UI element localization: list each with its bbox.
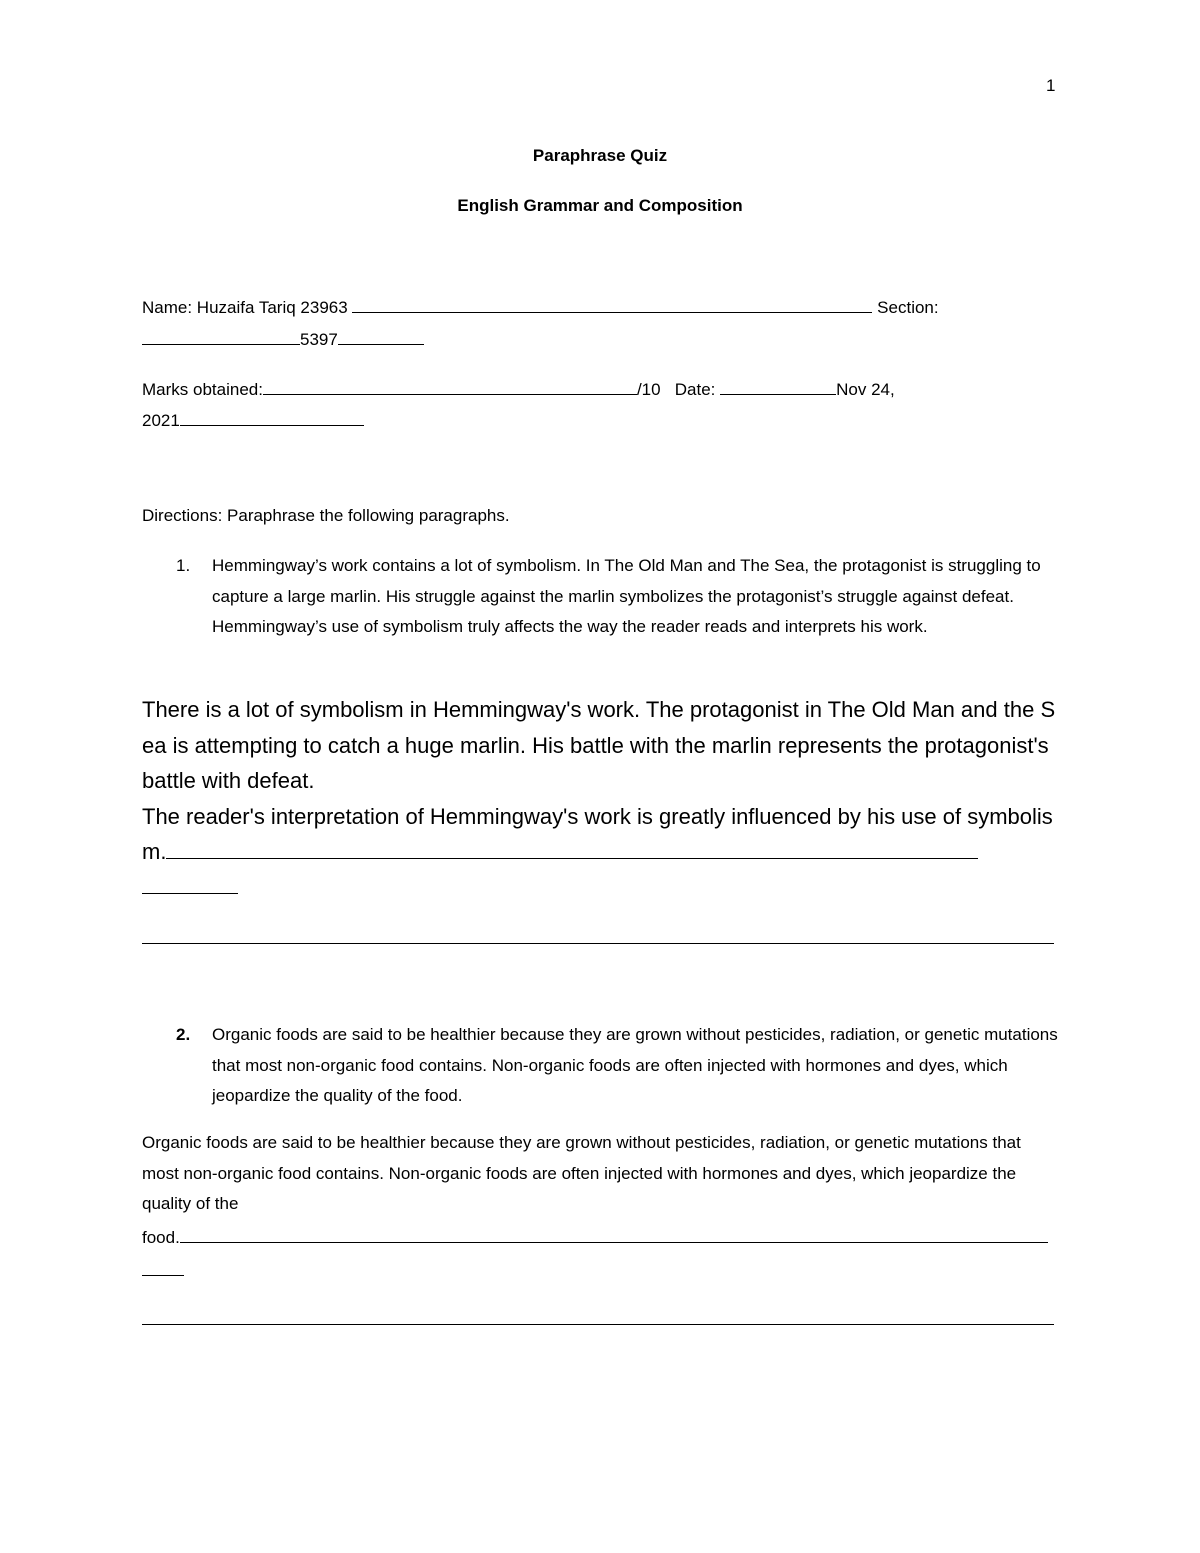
answer-1-blank-rule <box>142 943 1054 944</box>
quiz-title: Paraphrase Quiz <box>532 146 668 165</box>
answer-1-sentence: The reader's interpretation of Hemmingway's work is greatly influenced by his use of symbolism. <box>142 803 1053 864</box>
name-label: Name: Huzaifa Tariq 23963 <box>142 298 348 317</box>
question-2 <box>176 1020 1066 1115</box>
name-fill-line <box>352 296 872 313</box>
section-value: 5397 <box>300 330 338 349</box>
answer-1 <box>142 692 1057 870</box>
answer-2-fill-line <box>180 1226 1048 1243</box>
marks-fill-line <box>263 378 637 395</box>
section-fill-after <box>338 328 424 345</box>
answer-1-fill-line <box>166 838 978 859</box>
answer-1-paragraph-2 <box>142 799 1057 870</box>
question-text: Hemmingway’s work contains a lot of symbolism. In The Old Man and The Sea, the protagonist is struggling to capture a large marlin. His struggle against the marlin symbolizes the protagonist’s struggle against defeat. Hemmingway’s use of symbolism truly affects the way the reader reads and interprets his work. <box>212 556 1041 636</box>
section-fill-before <box>142 328 300 345</box>
answer-1-paragraph: There is a lot of symbolism in Hemmingway's work. The protagonist in The Old Man and the Sea is attempting to catch a huge marlin. His battle with the marlin represents the protagonist's battle with defeat. <box>142 697 1056 793</box>
date-continuation-line <box>142 409 364 431</box>
page-number: 1 <box>1046 76 1056 95</box>
answer-2-end-word: food. <box>142 1228 180 1247</box>
section-value-line <box>142 328 424 350</box>
answer-2-end-line <box>142 1226 1048 1248</box>
answer-2-blank-rule <box>142 1324 1054 1325</box>
question-number: 2. <box>176 1025 191 1044</box>
marks-out-of: /10 <box>636 380 661 399</box>
answer-2-paragraph: Organic foods are said to be healthier because they are grown without pesticides, radiation, or genetic mutations that most non-organic food contains. Non-organic foods are often injected with hormones and dyes, which jeopardize the quality of the <box>142 1133 1021 1213</box>
question-number: 1. <box>176 556 191 575</box>
marks-date-line <box>142 378 895 400</box>
question-1 <box>176 551 1066 675</box>
marks-label: Marks obtained: <box>142 380 263 399</box>
date-value-part1: Nov 24, <box>836 380 895 399</box>
directions-text: Directions: Paraphrase the following paragraphs. <box>142 506 510 525</box>
answer-1-short-rule <box>142 893 238 894</box>
date-value-part2: 2021 <box>142 411 180 430</box>
question-text: Organic foods are said to be healthier because they are grown without pesticides, radiation, or genetic mutations that most non-organic food contains. Non-organic foods are often injected with hormones and dyes, which jeopardize the quality of the food. <box>212 1025 1058 1105</box>
course-title: English Grammar and Composition <box>457 196 743 215</box>
date-label: Date: <box>674 380 716 399</box>
date-fill-after <box>180 409 364 426</box>
answer-2-short-rule <box>142 1275 184 1276</box>
date-fill-line <box>720 378 836 395</box>
answer-2 <box>142 1128 1042 1220</box>
section-label: Section: <box>877 298 939 317</box>
name-section-line <box>142 296 939 318</box>
